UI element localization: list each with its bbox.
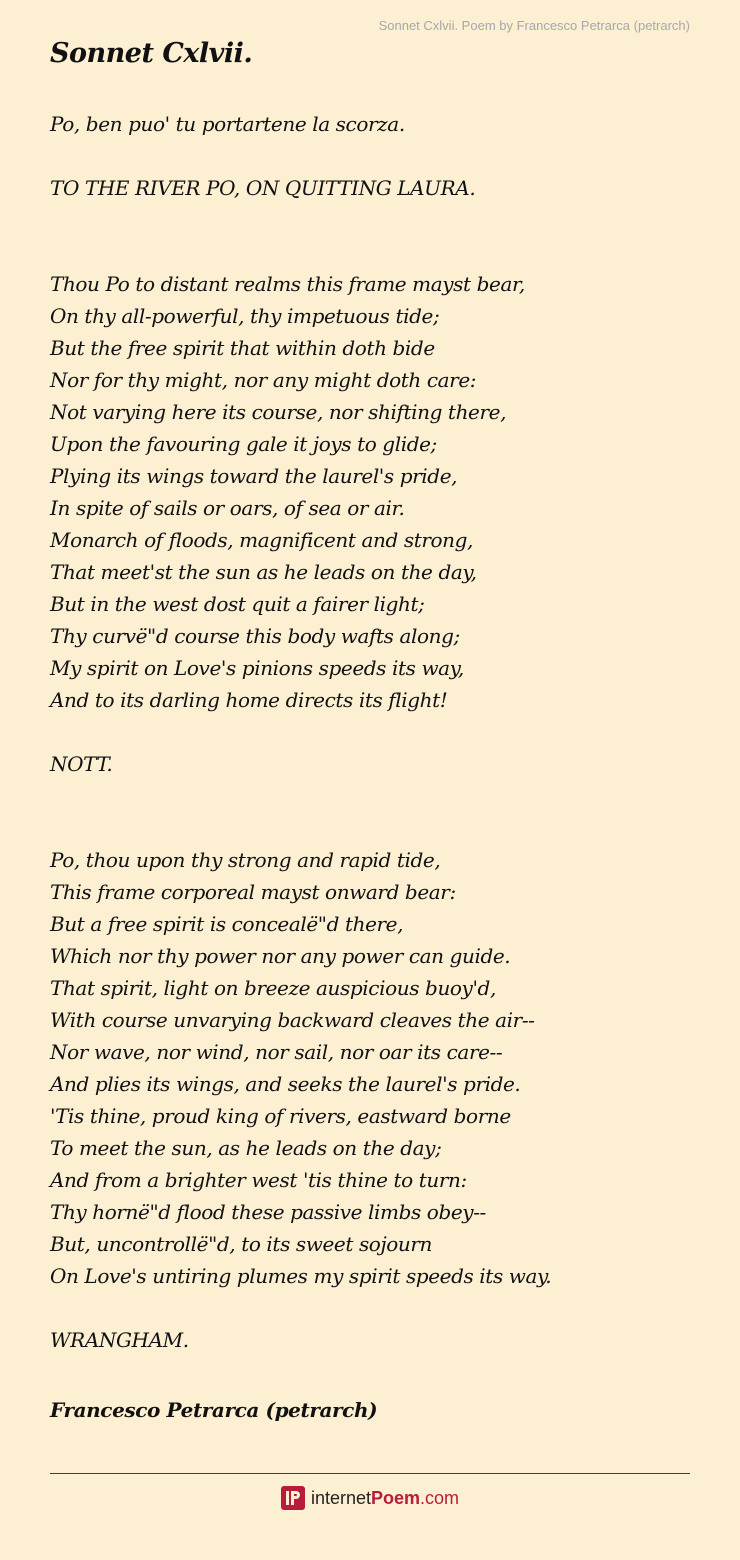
poem-line: With course unvarying backward cleaves the air-- [50,1008,535,1032]
poem-line: This frame corporeal mayst onward bear: [50,880,456,904]
footer-divider [50,1473,690,1474]
poem-line: NOTT. [50,752,113,776]
poem-line: My spirit on Love's pinions speeds its way, [50,656,464,680]
poem-line: Thy hornë"d flood these passive limbs obey-- [50,1200,486,1224]
poem-line: On Love's untiring plumes my spirit speeds its way. [50,1264,552,1288]
poem-line: Upon the favouring gale it joys to glide; [50,432,437,456]
poem-line: But, uncontrollë"d, to its sweet sojourn [50,1232,433,1256]
internetpoem-logo-icon [281,1486,305,1510]
poem-blank-line [50,1292,690,1324]
site-logo[interactable] [0,1486,740,1510]
poem-line: And to its darling home directs its flight! [50,688,448,712]
poem-line: 'Tis thine, proud king of rivers, eastward borne [50,1104,511,1128]
poem-line: And from a brighter west 'tis thine to turn: [50,1168,467,1192]
poem-title: Sonnet Cxlvii. [50,38,253,69]
poem-line: Nor for thy might, nor any might doth care: [50,368,477,392]
site-logo-text [311,1488,459,1509]
poem-line: Thy curvë"d course this body wafts along; [50,624,460,648]
poem-line: To meet the sun, as he leads on the day; [50,1136,442,1160]
poem-blank-line [50,140,690,172]
poem-line: Thou Po to distant realms this frame mayst bear, [50,272,525,296]
poem-line: Nor wave, nor wind, nor sail, nor oar its care-- [50,1040,503,1064]
poem-line: Which nor thy power nor any power can guide. [50,944,511,968]
poem-blank-line [50,812,690,844]
poem-author[interactable]: Francesco Petrarca (petrarch) [50,1398,378,1422]
poem-blank-line [50,716,690,748]
poem-line: Not varying here its course, nor shifting there, [50,400,507,424]
brand-bold: Poem [371,1487,421,1508]
poem-line: That meet'st the sun as he leads on the day, [50,560,477,584]
poem-blank-line [50,204,690,236]
poem-line: TO THE RIVER PO, ON QUITTING LAURA. [50,176,476,200]
brand-prefix: internet [310,1487,371,1508]
poem-line: In spite of sails or oars, of sea or air. [50,496,405,520]
poem-line: WRANGHAM. [50,1328,189,1352]
poem-blank-line [50,236,690,268]
poem-line: And plies its wings, and seeks the laurel's pride. [50,1072,521,1096]
poem-line: Monarch of floods, magnificent and strong, [50,528,473,552]
poem-body [50,108,690,1356]
poem-line: Po, thou upon thy strong and rapid tide, [50,848,441,872]
brand-suffix: .com [420,1487,460,1508]
poem-line: But in the west dost quit a fairer light; [50,592,425,616]
poem-line: But the free spirit that within doth bide [50,336,435,360]
poem-line: But a free spirit is concealë"d there, [50,912,404,936]
header-caption: Sonnet Cxlvii. Poem by Francesco Petrarca (petrarch) [378,18,690,33]
poem-blank-line [50,780,690,812]
poem-line: That spirit, light on breeze auspicious buoy'd, [50,976,496,1000]
poem-line: Plying its wings toward the laurel's pride, [50,464,458,488]
poem-line: Po, ben puo' tu portartene la scorza. [50,112,405,136]
poem-line: On thy all-powerful, thy impetuous tide; [50,304,440,328]
